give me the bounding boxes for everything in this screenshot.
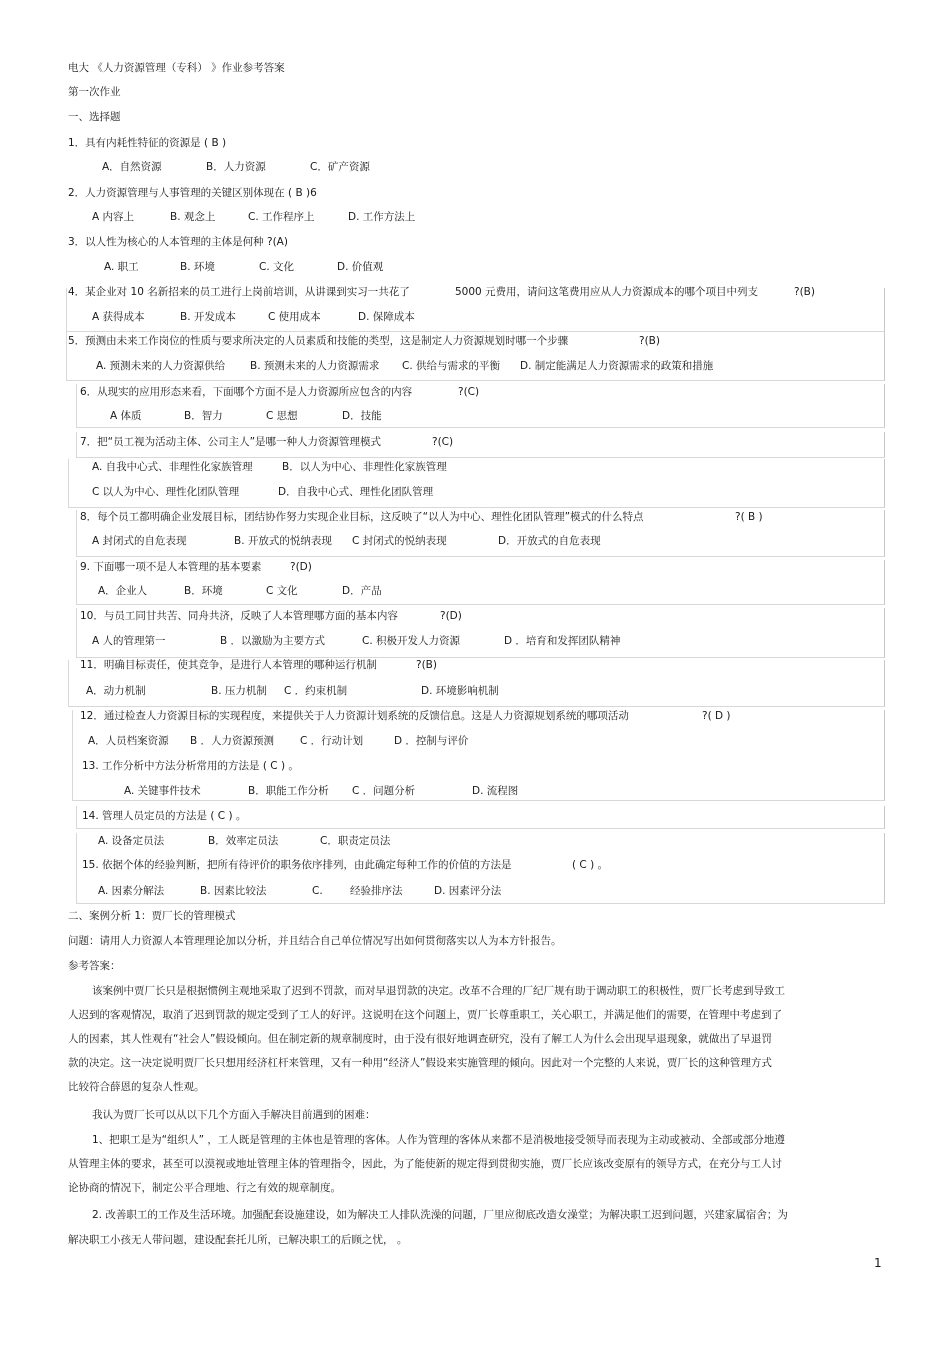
question-12 xyxy=(80,709,731,723)
question-6-options xyxy=(110,409,382,423)
option: B．人力资源 xyxy=(206,161,266,173)
option: D. 价值观 xyxy=(337,261,384,273)
option: D. 工作方法上 xyxy=(348,211,416,223)
question-7-options-row2 xyxy=(92,485,433,499)
option: B. 开放式的悦纳表现 xyxy=(234,535,332,547)
question-13-options xyxy=(124,784,518,798)
option: D. 流程图 xyxy=(472,785,519,797)
option: B ．人力资源预测 xyxy=(190,735,275,747)
option: C. 工作程序上 xyxy=(248,211,315,223)
answer-line: 2. 改善职工的工作及生活环境。加强配套设施建设，如为解决工人排队洗澡的问题，厂里应彻底改造女澡堂；为解决职工迟到问题，兴建家属宿舍；为 xyxy=(92,1209,788,1221)
answer-line: 论协商的情况下，制定公平合理地、行之有效的规章制度。 xyxy=(68,1182,341,1194)
option: B．环境 xyxy=(184,585,223,597)
question-text: 7．把“员工视为活动主体、公司主人”是哪一种人力资源管理模式 xyxy=(80,436,382,448)
case-question: 问题：请用人力资源人本管理理论加以分析，并且结合自己单位情况写出如何贯彻落实以人为本方针报告。 xyxy=(68,935,562,947)
question-11 xyxy=(80,658,437,672)
question-9-options xyxy=(98,584,382,598)
option: D．自我中心式、理性化团队管理 xyxy=(278,486,434,498)
option: D．产品 xyxy=(342,585,382,597)
question-1: 1．具有内耗性特征的资源是 ( B ) xyxy=(68,137,227,149)
question-text: 4．某企业对 10 名新招来的员工进行上岗前培训，从讲课到实习一共花了 xyxy=(68,286,410,298)
question-text: 6．从现实的应用形态来看，下面哪个方面不是人力资源所应包含的内容 xyxy=(80,386,413,398)
case-heading: 二、案例分析 1：贾厂长的管理模式 xyxy=(68,910,236,922)
option: D ．培育和发挥团队精神 xyxy=(504,635,621,647)
option: 经验排序法 xyxy=(350,885,403,897)
question-4-options xyxy=(92,310,415,324)
answer-line: 从管理主体的要求，甚至可以漠视或地址管理主体的管理指令，因此，为了能使新的规定得到贯彻实施，贾厂长应该改变原有的领导方式，在充分与工人讨 xyxy=(68,1158,782,1170)
option: A 封闭式的自危表现 xyxy=(92,535,187,547)
question-2-options xyxy=(92,210,415,224)
option: A 获得成本 xyxy=(92,311,145,323)
question-text: 10．与员工同甘共苦、同舟共济，反映了人本管理哪方面的基本内容 xyxy=(80,610,398,622)
question-3: 3．以人性为核心的人本管理的主体是何种 ?(A) xyxy=(68,236,288,248)
question-8 xyxy=(80,510,763,524)
option: B. 环境 xyxy=(180,261,215,273)
option: A 人的管理第一 xyxy=(92,635,166,647)
question-7 xyxy=(80,435,453,449)
option: D. 制定能满足人力资源需求的政策和措施 xyxy=(520,360,714,372)
question-13: 13. 工作分析中方法分析常用的方法是 ( C ) 。 xyxy=(82,760,299,772)
answer: ?(C) xyxy=(432,436,454,448)
answer: ?(B) xyxy=(416,659,437,671)
answer-line: 解决职工小孩无人带问题，建设配套托儿所，已解决职工的后顾之忧， 。 xyxy=(68,1234,408,1246)
option: C. 供给与需求的平衡 xyxy=(402,360,501,372)
option: D ．控制与评价 xyxy=(394,735,469,747)
question-7-options-row1 xyxy=(92,460,447,474)
answer-line: 比较符合薛恩的复杂人性观。 xyxy=(68,1081,205,1093)
option: A 内容上 xyxy=(92,211,135,223)
option: A. 设备定员法 xyxy=(98,835,165,847)
question-14-options xyxy=(98,834,390,848)
option: B. 开发成本 xyxy=(180,311,236,323)
option: D. 因素评分法 xyxy=(434,885,502,897)
question-text: 5．预测由未来工作岗位的性质与要求所决定的人员素质和技能的类型，这是制定人力资源规划时哪一个步骤 xyxy=(68,335,569,347)
assignment-heading: 第一次作业 xyxy=(68,86,121,98)
option: D. 环境影响机制 xyxy=(421,685,499,697)
answer: ?(D) xyxy=(290,561,312,573)
option: C. 文化 xyxy=(259,261,295,273)
question-text: 15. 依据个体的经验判断，把所有待评价的职务依序排列，由此确定每种工作的价值的方法是 xyxy=(82,859,512,871)
answer: ?(B) xyxy=(794,286,815,298)
question-text: 11．明确目标责任，使其竞争，是进行人本管理的哪种运行机制 xyxy=(80,659,377,671)
option: C. xyxy=(312,885,323,897)
option: A 体质 xyxy=(110,410,142,422)
question-3-options xyxy=(104,260,383,274)
question-6 xyxy=(80,385,479,399)
option: C 思想 xyxy=(266,410,298,422)
option: D．开放式的自危表现 xyxy=(498,535,601,547)
question-text: 12．通过检查人力资源目标的实现程度，来提供关于人力资源计划系统的反馈信息。这是人力资源规划系统的哪项活动 xyxy=(80,710,629,722)
option: B．效率定员法 xyxy=(208,835,279,847)
option: A. 预测未来的人力资源供给 xyxy=(96,360,226,372)
answer-line: 1、把职工是为“组织人” ，工人既是管理的主体也是管理的客体。人作为管理的客体从来都不是消极地接受领导而表现为主动或被动、全部或部分地遵 xyxy=(92,1134,785,1146)
option: B. 压力机制 xyxy=(211,685,267,697)
question-4 xyxy=(68,285,815,299)
answer-line: 我认为贾厂长可以从以下几个方面入手解决目前遇到的困难： xyxy=(92,1109,376,1121)
question-12-options xyxy=(88,734,468,748)
option: C 以人为中心、理性化团队管理 xyxy=(92,486,240,498)
answer: ( C ) 。 xyxy=(572,859,609,871)
option: B ．以激励为主要方式 xyxy=(220,635,326,647)
answer-label: 参考答案： xyxy=(68,960,121,972)
option: B. 预测未来的人力资源需求 xyxy=(250,360,380,372)
option: A. 因素分解法 xyxy=(98,885,165,897)
option: C ．行动计划 xyxy=(300,735,364,747)
option: C 文化 xyxy=(266,585,298,597)
question-15-options xyxy=(98,884,501,898)
answer-line: 人的因素，其人性观有“社会人”假设倾向。但在制定新的规章制度时，由于没有很好地调查研究，没有了解工人为什么会出现早退现象，就做出了早退罚 xyxy=(68,1033,772,1045)
question-14: 14. 管理人员定员的方法是 ( C ) 。 xyxy=(82,810,247,822)
option: C ．问题分析 xyxy=(352,785,416,797)
page-number: 1 xyxy=(874,1256,882,1270)
question-10 xyxy=(80,609,462,623)
question-text: 5000 元费用，请问这笔费用应从人力资源成本的哪个项目中列支 xyxy=(455,286,759,298)
option: A. 自我中心式、非理性化家族管理 xyxy=(92,461,253,473)
option: C．职责定员法 xyxy=(320,835,391,847)
option: B．职能工作分析 xyxy=(248,785,329,797)
option: C ．约束机制 xyxy=(284,685,348,697)
question-10-options xyxy=(92,634,620,648)
question-text: 9. 下面哪一项不是人本管理的基本要素 xyxy=(80,561,262,573)
document-title: 电大 《人力资源管理（专科） 》作业参考答案 xyxy=(68,62,285,74)
question-5-options xyxy=(96,359,713,373)
question-text: 8．每个员工都明确企业发展目标，团结协作努力实现企业目标，这反映了“以人为中心、理性化团队管理”模式的什么特点 xyxy=(80,511,644,523)
answer: ?( D ) xyxy=(702,710,731,722)
question-5 xyxy=(68,334,660,348)
question-9 xyxy=(80,560,312,574)
option: A．企业人 xyxy=(98,585,148,597)
option: C 封闭式的悦纳表现 xyxy=(352,535,447,547)
option: C 使用成本 xyxy=(268,311,321,323)
option: A. 职工 xyxy=(104,261,139,273)
option: A．自然资源 xyxy=(102,161,162,173)
answer: ?(C) xyxy=(458,386,480,398)
answer: ?(D) xyxy=(440,610,462,622)
option: B. 观念上 xyxy=(170,211,216,223)
answer: ?(B) xyxy=(639,335,660,347)
option: D. 保障成本 xyxy=(358,311,415,323)
option: B．智力 xyxy=(184,410,223,422)
option: A．人员档案资源 xyxy=(88,735,169,747)
answer-line: 人迟到的客观情况，取消了迟到罚款的规定受到了工人的好评。这说明在这个问题上，贾厂长尊重职工，关心职工，并满足他们的需要，在管理中考虑到了 xyxy=(68,1009,782,1021)
question-15 xyxy=(82,858,608,872)
answer-line: 该案例中贾厂长只是根据惯例主观地采取了迟到不罚款，而对早退罚款的决定。改革不合理的厂纪厂规有助于调动职工的积极性，贾厂长考虑到导致工 xyxy=(92,985,785,997)
option: A．动力机制 xyxy=(86,685,146,697)
option: C. 积极开发人力资源 xyxy=(362,635,461,647)
option: D．技能 xyxy=(342,410,382,422)
option: B. 因素比较法 xyxy=(200,885,267,897)
question-11-options xyxy=(86,684,499,698)
section-heading-choice: 一、选择题 xyxy=(68,111,121,123)
question-8-options xyxy=(92,534,601,548)
option: B．以人为中心、非理性化家族管理 xyxy=(282,461,447,473)
question-1-options xyxy=(102,160,370,174)
option: A. 关键事件技术 xyxy=(124,785,201,797)
answer-line: 款的决定。这一决定说明贾厂长只想用经济杠杆来管理，又有一种用“经济人”假设来实施管理的倾向。因此对一个完整的人来说，贾厂长的这种管理方式 xyxy=(68,1057,772,1069)
answer: ?( B ) xyxy=(735,511,763,523)
question-2: 2．人力资源管理与人事管理的关键区别体现在 ( B )6 xyxy=(68,187,317,199)
option: C．矿产资源 xyxy=(310,161,370,173)
